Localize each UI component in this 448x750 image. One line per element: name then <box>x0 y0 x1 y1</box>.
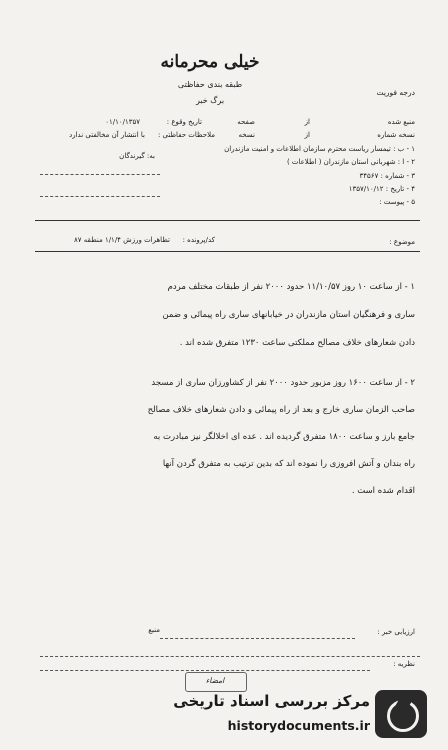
source-value: از <box>304 118 310 126</box>
copy-suffix: نسخه <box>238 131 255 139</box>
watermark-url: historydocuments.ir <box>227 718 370 733</box>
date-label: تاریخ وقوع : <box>166 118 202 126</box>
file-ref-value: تظاهرات ورزش ۱/۱/۴ منطقه ۸۷ <box>74 236 170 244</box>
evaluation-value: منبع <box>148 626 160 634</box>
divider <box>40 656 420 657</box>
paragraph-line: جامع بارز و ساعت ۱۸۰۰ متفرق گردیده اند . عده ای اخلالگر نیز مبادرت به <box>153 432 415 442</box>
signature: امضاء <box>205 676 225 685</box>
divider <box>40 174 160 175</box>
recipient-label: به: گیرندگان <box>119 152 155 160</box>
classification-title: خیلی محرمانه <box>160 52 260 72</box>
date-value: ۰۱/۱۰/۱۳۵۷ <box>105 118 140 126</box>
paragraph-line: ساری و فرهنگیان استان مازندران در خیابانهای ساری راه پیمائی و ضمن <box>162 310 415 320</box>
page-label: صفحه <box>237 118 255 126</box>
recipient-4: ۴ - تاریخ : ۱۳۵۷/۱۰/۱۲ <box>348 185 415 193</box>
evaluation-label: ارزیابی خبر : <box>377 628 415 636</box>
subject-label: موضوع : <box>389 238 415 246</box>
form-name: برگ خبر <box>195 96 225 105</box>
paragraph-line: صاحب الزمان ساری خارج و بعد از راه پیمائی و دادن شعارهای خلاف مصالح <box>147 405 415 415</box>
watermark-name: مرکز بررسی اسناد تاریخی <box>173 692 370 710</box>
divider <box>40 670 370 671</box>
notes-value: با انتشار آن مخالفتی ندارد <box>69 131 145 139</box>
recipient-3: ۳ - شماره : ۳۴۵۶۷ <box>359 172 415 180</box>
divider <box>160 638 355 639</box>
notes-label: ملاحظات حفاظتی : <box>157 131 215 139</box>
paragraph-line: ۱ - از ساعت ۱۰ روز ۱۱/۱۰/۵۷ حدود ۲۰۰۰ نفر از طبقات مختلف مردم <box>167 282 415 292</box>
recipient-2: ۲ - ا : شهربانی استان مازندران ( اطلاعات ) <box>286 158 415 166</box>
divider <box>40 196 160 197</box>
file-ref-label: کد/پرونده : <box>182 236 215 244</box>
paragraph-line: ۲ - از ساعت ۱۶۰۰ روز مزبور حدود ۲۰۰۰ نفر از کشاورزان ساری از مسجد <box>151 378 415 388</box>
copy-value: از <box>304 131 310 139</box>
archive-logo-icon <box>375 690 427 738</box>
urgency-label: درجه فوریت <box>376 88 415 97</box>
copy-label: نسخه شماره <box>377 131 415 139</box>
recipient-5: ۵ - پیوست : <box>379 198 415 206</box>
divider <box>35 220 420 221</box>
paragraph-line: اقدام شده است . <box>351 486 415 496</box>
classification-subtitle: طبقه بندی حفاظتی <box>177 80 243 89</box>
recipient-1: ۱ - ب : تیمسار ریاست محترم سازمان اطلاعات و امنیت مازندران <box>224 145 415 153</box>
divider <box>35 251 420 252</box>
paragraph-line: راه بندان و آتش افروزی را نموده اند که بدین ترتیب به متفرق گردن آنها <box>162 459 415 469</box>
paragraph-line: دادن شعارهای خلاف مصالح مملکتی ساعت ۱۲۳۰ متفرق شده اند . <box>179 338 415 348</box>
opinion-label: نظریه : <box>393 660 415 668</box>
source-label: منبع شده <box>387 118 415 126</box>
